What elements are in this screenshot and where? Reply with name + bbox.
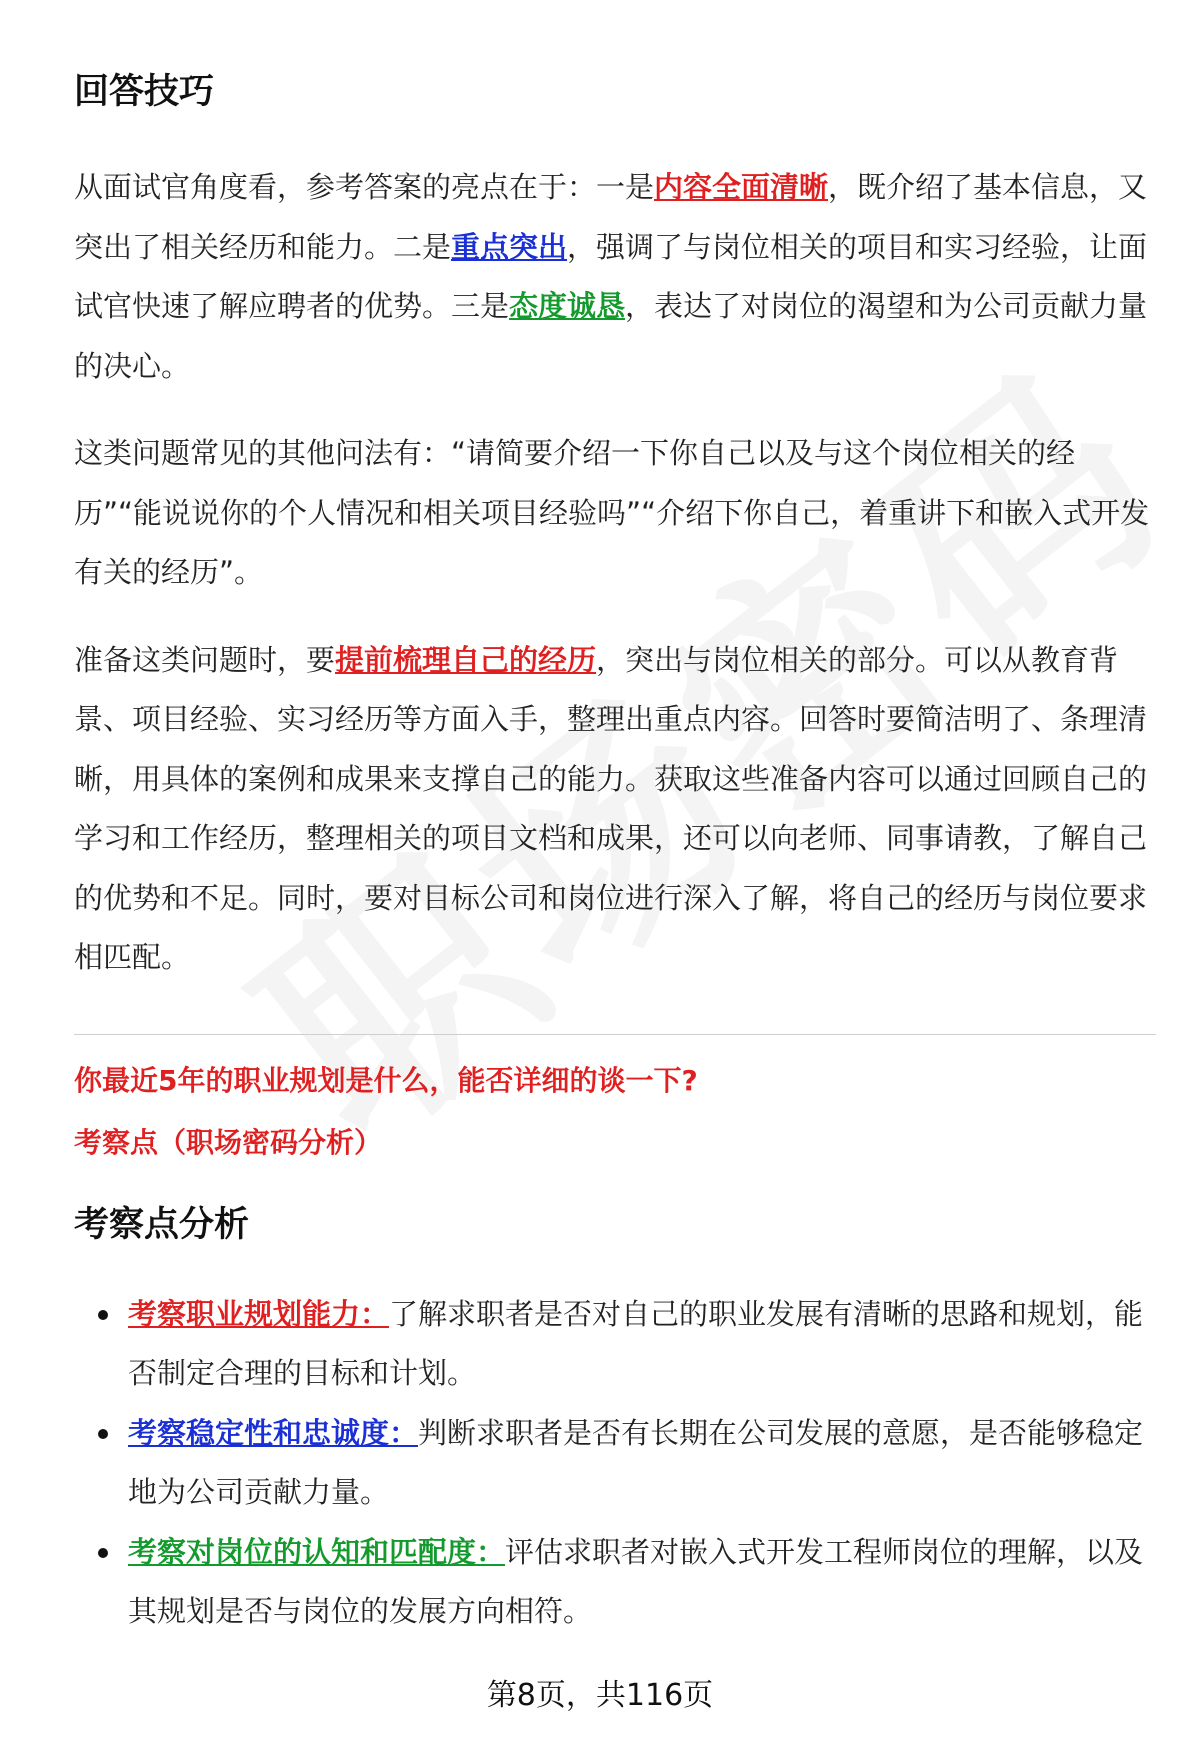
page-content	[74, 62, 1154, 1642]
highlight-red: 内容全面清晰	[654, 170, 829, 204]
highlight-green: 态度诚恳	[509, 289, 626, 323]
point-text: 了解求职者是否对自己的职业发展有清晰的思路和规划，能否制定合理的目标和计划。	[128, 1296, 1144, 1390]
paragraph-highlights	[74, 158, 1154, 396]
bullet-icon	[98, 1429, 108, 1439]
section-title-analysis: 考察点分析	[74, 1204, 250, 1245]
text: 从面试官角度看，参考答案的亮点在于：一是	[74, 170, 655, 204]
list-item	[74, 1404, 1154, 1523]
highlight-blue: 重点突出	[451, 229, 568, 264]
text: ，既介绍了基本信息，又突出了相关经历和能力。二是	[74, 170, 1148, 264]
point-label: 考察稳定性和忠诚度：	[128, 1415, 419, 1450]
text: 准备这类问题时，要	[74, 642, 336, 677]
text: ，强调了与岗位相关的项目和实习经验，让面试官快速了解应聘者的优势。三是	[74, 229, 1148, 323]
question-subtitle: 考察点（职场密码分析）	[74, 1125, 383, 1159]
list-item	[74, 1285, 1154, 1404]
bullet-icon	[98, 1548, 108, 1558]
point-label: 考察职业规划能力：	[128, 1296, 390, 1331]
question-title: 你最近5年的职业规划是什么，能否详细的谈一下?	[74, 1063, 698, 1097]
point-text: 判断求职者是否有长期在公司发展的意愿，是否能够稳定地为公司贡献力量。	[128, 1415, 1144, 1509]
point-text: 评估求职者对嵌入式开发工程师岗位的理解，以及其规划是否与岗位的发展方向相符。	[128, 1534, 1144, 1628]
page-footer: 第8页，共116页	[486, 1678, 714, 1713]
text: ，突出与岗位相关的部分。可以从教育背景、项目经验、实习经历等方面入手，整理出重点内容。回答时要简洁明了、条理清晰，用具体的案例和成果来支撑自己的能力。获取这些准备内容可以通过回顾自己的学习和工作经历，整理相关的项目文档和成果，还可以向老师、同事请教，了解自己的优势和不足。同时，要对目标公司和岗位进行深入了解，将自己的经历与岗位要求相匹配。	[74, 642, 1148, 974]
bullet-icon	[98, 1310, 108, 1320]
point-label: 考察对岗位的认知和匹配度：	[128, 1534, 506, 1569]
list-item	[74, 1523, 1154, 1642]
text: ，表达了对岗位的渴望和为公司贡献力量的决心。	[74, 289, 1148, 383]
highlight-red: 提前梳理自己的经历	[335, 642, 597, 677]
analysis-list	[74, 1285, 1154, 1642]
paragraph-preparation	[74, 631, 1154, 988]
section-title-answer-tips: 回答技巧	[74, 72, 215, 112]
paragraph-alternative-questions: 这类问题常见的其他问法有：“请简要介绍一下你自己以及与这个岗位相关的经历”“能说说你的个人情况和相关项目经验吗”“介绍下你自己，着重讲下和嵌入式开发有关的经历”。	[74, 436, 1150, 589]
